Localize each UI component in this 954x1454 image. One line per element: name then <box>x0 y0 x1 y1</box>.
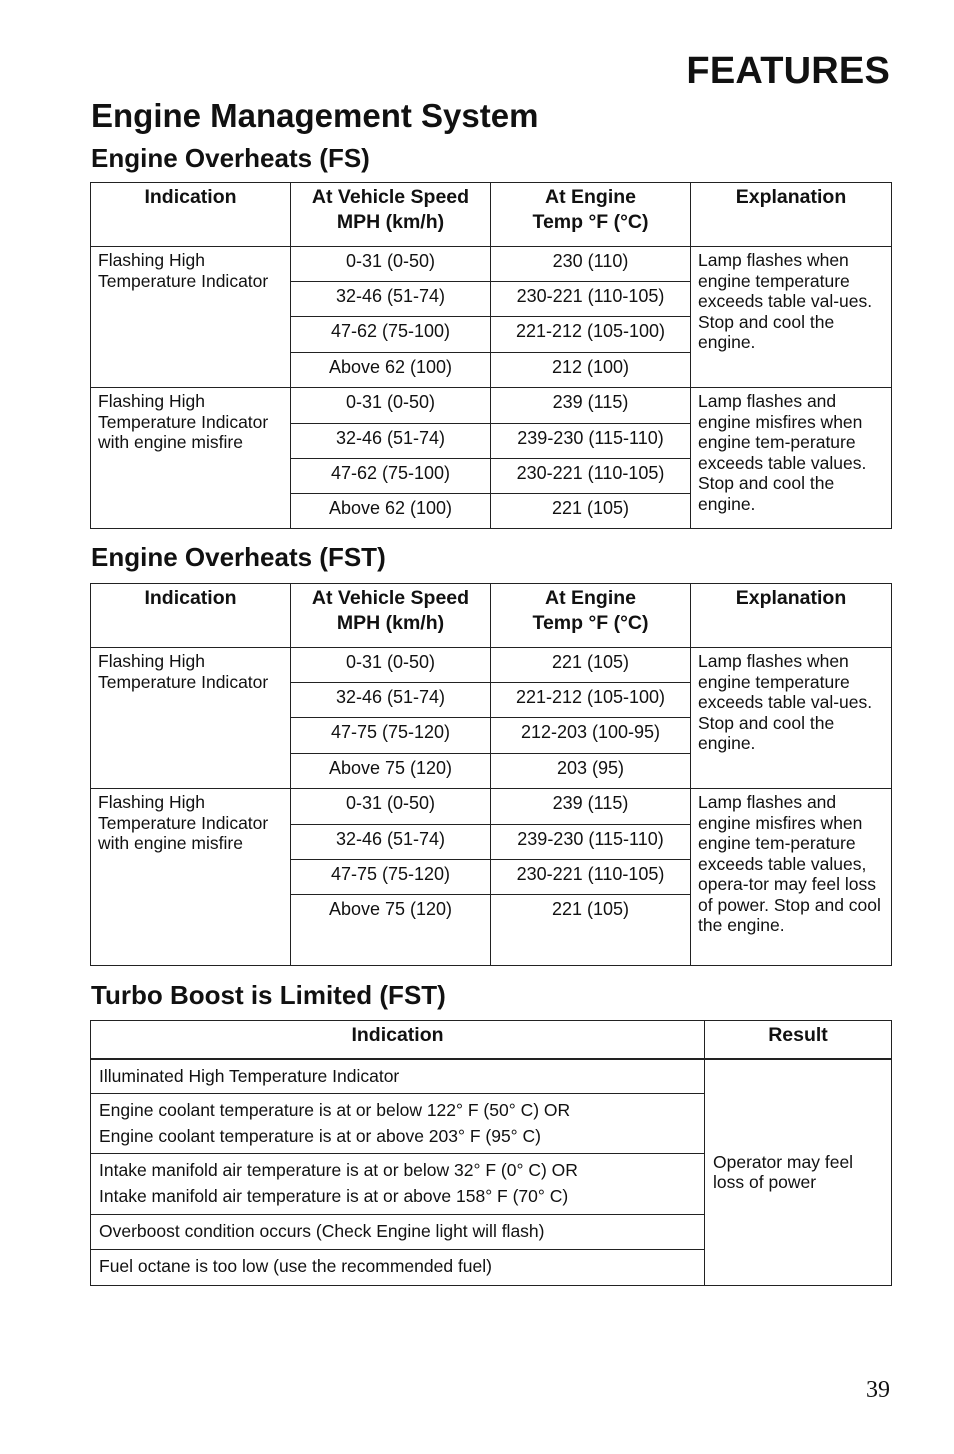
section-header: FEATURES <box>686 50 890 92</box>
speed-cell: 47-75 (75-120) <box>291 860 491 895</box>
turbo-indication-line: Illuminated High Temperature Indicator <box>99 1065 400 1086</box>
temp-cell: 221-212 (105-100) <box>491 317 691 353</box>
speed-cell: 47-62 (75-100) <box>291 317 491 353</box>
turbo-indication-line: Fuel octane is too low (use the recommended fuel) <box>99 1256 492 1276</box>
temp-cell: 230-221 (110-105) <box>491 860 691 895</box>
explanation-cell: Lamp flashes when engine temperature exceeds table val-ues. Stop and cool the engine. <box>691 247 892 388</box>
speed-cell: 32-46 (51-74) <box>291 825 491 860</box>
speed-cell: Above 75 (120) <box>291 895 491 966</box>
temp-cell: 230-221 (110-105) <box>491 282 691 317</box>
speed-cell: 0-31 (0-50) <box>291 648 491 683</box>
temp-cell: 230-221 (110-105) <box>491 459 691 494</box>
turbo-indication-cell <box>91 1215 705 1250</box>
fs-col-temp: At Engine Temp °F (°C) <box>491 183 691 247</box>
table-row <box>91 1059 892 1094</box>
table-row <box>91 247 892 282</box>
speed-cell: 47-62 (75-100) <box>291 459 491 494</box>
temp-cell: 212 (100) <box>491 353 691 388</box>
turbo-indication-cell <box>91 1094 705 1154</box>
explanation-cell: Lamp flashes and engine misfires when engine tem-perature exceeds table values. Stop and cool the engine. <box>691 388 892 529</box>
temp-cell: 239-230 (115-110) <box>491 825 691 860</box>
table-row <box>91 648 892 683</box>
turbo-indication-cell <box>91 1250 705 1286</box>
indication-cell: Flashing High Temperature Indicator with engine misfire <box>91 388 291 529</box>
turbo-heading: Turbo Boost is Limited (FST) <box>91 980 446 1010</box>
explanation-cell: Lamp flashes when engine temperature exceeds table val-ues. Stop and cool the engine. <box>691 648 892 789</box>
temp-cell: 221 (105) <box>491 648 691 683</box>
fs-col-indication: Indication <box>91 183 291 247</box>
speed-cell: 47-75 (75-120) <box>291 718 491 754</box>
temp-cell: 221 (105) <box>491 494 691 529</box>
speed-cell: 0-31 (0-50) <box>291 388 491 424</box>
fs-heading: Engine Overheats (FS) <box>91 143 370 173</box>
turbo-indication-line: Intake manifold air temperature is at or above 158° F (70° C) <box>99 1186 569 1206</box>
turbo-indication-line: Engine coolant temperature is at or above 203° F (95° C) <box>99 1126 542 1146</box>
temp-cell: 239-230 (115-110) <box>491 424 691 459</box>
table-row <box>91 388 892 424</box>
page-number: 39 <box>866 1377 890 1403</box>
temp-cell: 239 (115) <box>491 789 691 825</box>
fst-col-temp: At Engine Temp °F (°C) <box>491 584 691 648</box>
temp-cell: 221-212 (105-100) <box>491 683 691 718</box>
fs-col-speed: At Vehicle Speed MPH (km/h) <box>291 183 491 247</box>
fst-col-speed: At Vehicle Speed MPH (km/h) <box>291 584 491 648</box>
speed-cell: Above 75 (120) <box>291 754 491 789</box>
turbo-indication-line: Intake manifold air temperature is at or below 32° F (0° C) OR <box>99 1160 578 1180</box>
fst-col-indication: Indication <box>91 584 291 648</box>
temp-cell: 239 (115) <box>491 388 691 424</box>
speed-cell: 0-31 (0-50) <box>291 247 491 282</box>
page-title: Engine Management System <box>91 97 539 134</box>
turbo-col-result: Result <box>705 1021 892 1059</box>
speed-cell: 32-46 (51-74) <box>291 683 491 718</box>
temp-cell: 212-203 (100-95) <box>491 718 691 754</box>
turbo-col-indication: Indication <box>91 1021 705 1059</box>
explanation-cell: Lamp flashes and engine misfires when engine tem-perature exceeds table values, opera-tor may feel loss of power. Stop and cool the engine. <box>691 789 892 966</box>
temp-cell: 230 (110) <box>491 247 691 282</box>
table-row <box>91 789 892 825</box>
speed-cell: 32-46 (51-74) <box>291 282 491 317</box>
speed-cell: Above 62 (100) <box>291 353 491 388</box>
fst-table <box>90 583 892 966</box>
indication-cell: Flashing High Temperature Indicator <box>91 247 291 388</box>
speed-cell: Above 62 (100) <box>291 494 491 529</box>
turbo-indication-line: Overboost condition occurs (Check Engine light will flash) <box>99 1221 545 1241</box>
fst-col-explanation: Explanation <box>691 584 892 648</box>
speed-cell: 0-31 (0-50) <box>291 789 491 825</box>
temp-cell: 221 (105) <box>491 895 691 966</box>
fs-table <box>90 182 892 529</box>
speed-cell: 32-46 (51-74) <box>291 424 491 459</box>
turbo-indication-cell <box>91 1059 705 1094</box>
fs-col-explanation: Explanation <box>691 183 892 247</box>
indication-cell: Flashing High Temperature Indicator <box>91 648 291 789</box>
indication-cell: Flashing High Temperature Indicator with engine misfire <box>91 789 291 966</box>
turbo-result-cell: Operator may feel loss of power <box>705 1059 892 1286</box>
turbo-table <box>90 1020 892 1286</box>
turbo-indication-cell <box>91 1154 705 1215</box>
temp-cell: 203 (95) <box>491 754 691 789</box>
fst-heading: Engine Overheats (FST) <box>91 542 386 572</box>
turbo-indication-line: Engine coolant temperature is at or below 122° F (50° C) OR <box>99 1100 571 1120</box>
